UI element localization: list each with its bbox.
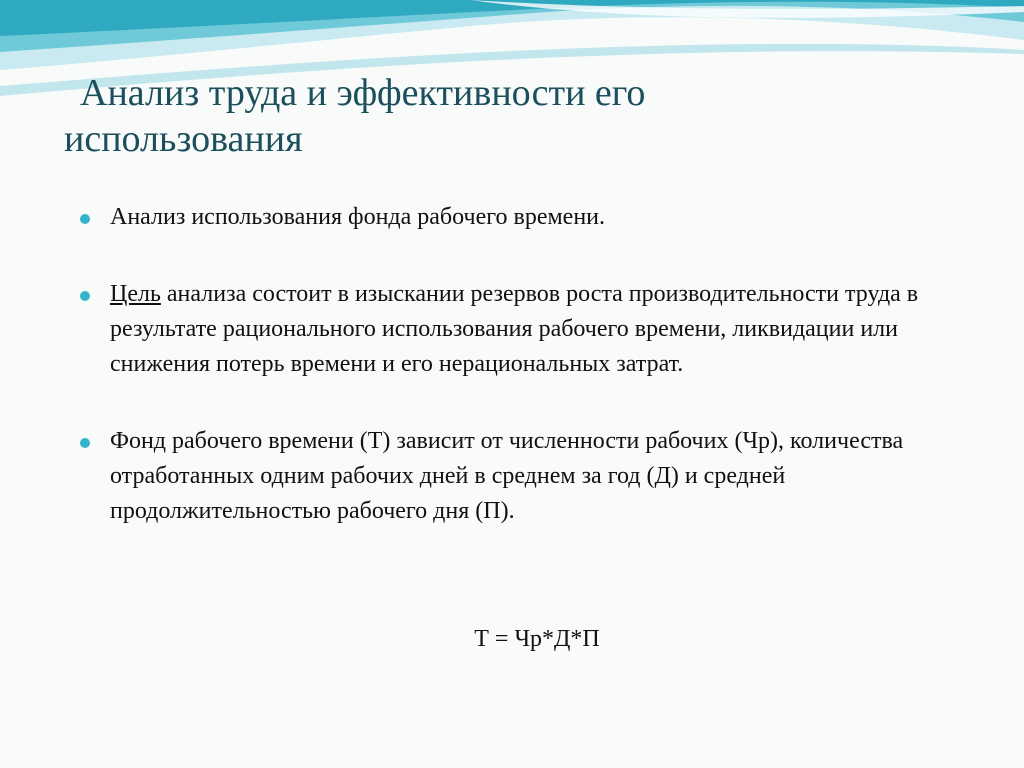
bullet-dot-icon [80, 438, 90, 448]
bullet-list [80, 200, 990, 529]
bullet-item-1 [80, 200, 990, 235]
page-title [64, 70, 964, 162]
bullet-text-1: Анализ использования фонда рабочего времени. [110, 204, 605, 230]
bullet-text-3: Фонд рабочего времени (Т) зависит от численности рабочих (Чр), количества отработанных одним рабочих дней в среднем за год (Д) и средней продолжительностью рабочего дня (П). [110, 428, 904, 524]
title-line-2: использования [64, 118, 303, 160]
bullet-dot-icon [80, 214, 90, 224]
bullet-dot-icon [80, 291, 90, 301]
bullet-item-3 [80, 424, 990, 529]
formula: Т = Чр*Д*П [474, 626, 600, 652]
bullet-keyword-goal: Цель [110, 281, 161, 307]
bullet-text-2: анализа состоит в изыскании резервов роста производительности труда в результате рационального использования рабочего времени, ликвидации или снижения потерь времени и его нерациональных затрат. [110, 281, 919, 377]
title-line-1: Анализ труда и эффективности его [80, 72, 646, 114]
bullet-item-2 [80, 277, 990, 382]
